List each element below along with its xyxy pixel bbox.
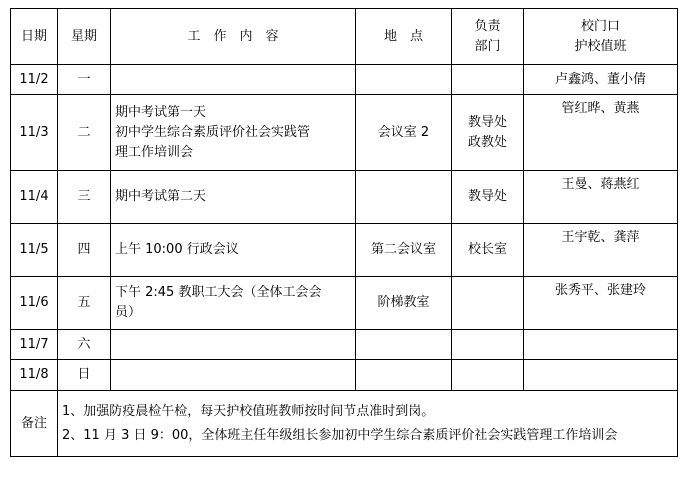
row-content bbox=[111, 95, 356, 171]
row-date: 11/7 bbox=[11, 330, 58, 360]
header-row bbox=[11, 9, 678, 65]
header-dept-line1: 负责 bbox=[474, 18, 501, 34]
row-date: 11/4 bbox=[11, 171, 58, 224]
table-row bbox=[11, 330, 678, 360]
row-date: 11/6 bbox=[11, 277, 58, 330]
row-content bbox=[111, 277, 356, 330]
note-item: 2、11 月 3 日 9：00，全体班主任年级组长参加初中学生综合素质评价社会实践管理工作培训会 bbox=[62, 427, 618, 443]
content-line: 理工作培训会 bbox=[115, 144, 194, 160]
table-row bbox=[11, 277, 678, 330]
row-duty: 卢鑫鸿、董小倩 bbox=[524, 65, 678, 95]
row-location: 第二会议室 bbox=[356, 224, 452, 277]
row-dept bbox=[452, 224, 524, 277]
schedule-table bbox=[10, 8, 678, 457]
row-duty bbox=[524, 360, 678, 391]
row-weekday: 三 bbox=[58, 171, 111, 224]
notes-label: 备注 bbox=[11, 391, 58, 457]
row-weekday: 一 bbox=[58, 65, 111, 95]
row-location bbox=[356, 171, 452, 224]
row-dept bbox=[452, 65, 524, 95]
header-duty bbox=[524, 9, 678, 65]
header-duty-line2: 护校值班 bbox=[574, 38, 627, 54]
content-line: 上午 10:00 行政会议 bbox=[115, 242, 239, 257]
header-dept bbox=[452, 9, 524, 65]
dept-line: 教导处 bbox=[467, 114, 507, 130]
row-content bbox=[111, 224, 356, 277]
header-weekday: 星期 bbox=[58, 9, 111, 65]
row-duty: 管红晔、黄燕 bbox=[524, 95, 678, 171]
row-date: 11/2 bbox=[11, 65, 58, 95]
content-line: 初中学生综合素质评价社会实践管 bbox=[115, 124, 311, 140]
row-weekday: 四 bbox=[58, 224, 111, 277]
table-row bbox=[11, 224, 678, 277]
row-dept bbox=[452, 277, 524, 330]
dept-line: 政教处 bbox=[467, 134, 507, 150]
content-line: 员） bbox=[115, 305, 142, 320]
row-content bbox=[111, 65, 356, 95]
row-location bbox=[356, 65, 452, 95]
row-weekday: 二 bbox=[58, 95, 111, 171]
row-duty: 王曼、蒋燕红 bbox=[524, 171, 678, 224]
row-weekday: 六 bbox=[58, 330, 111, 360]
table-row bbox=[11, 171, 678, 224]
notes-row bbox=[11, 391, 678, 457]
row-dept bbox=[452, 95, 524, 171]
table-row bbox=[11, 95, 678, 171]
row-location: 会议室 2 bbox=[356, 95, 452, 171]
header-date: 日期 bbox=[11, 9, 58, 65]
row-date: 11/8 bbox=[11, 360, 58, 391]
row-dept bbox=[452, 171, 524, 224]
row-date: 11/3 bbox=[11, 95, 58, 171]
row-location bbox=[356, 360, 452, 391]
content-line: 下午 2:45 教职工大会（全体工会会 bbox=[115, 285, 322, 300]
row-duty: 王宇乾、龚萍 bbox=[524, 224, 678, 277]
table-row bbox=[11, 360, 678, 391]
row-date: 11/5 bbox=[11, 224, 58, 277]
content-line: 期中考试第一天 bbox=[115, 104, 207, 120]
note-item: 1、加强防疫晨检午检，每天护校值班教师按时间节点准时到岗。 bbox=[62, 403, 435, 419]
row-dept bbox=[452, 330, 524, 360]
dept-line: 校长室 bbox=[467, 242, 507, 257]
row-duty: 张秀平、张建玲 bbox=[524, 277, 678, 330]
header-duty-line1: 校门口 bbox=[580, 18, 620, 34]
row-weekday: 五 bbox=[58, 277, 111, 330]
row-location bbox=[356, 330, 452, 360]
header-location: 地 点 bbox=[356, 9, 452, 65]
row-content bbox=[111, 330, 356, 360]
row-location: 阶梯教室 bbox=[356, 277, 452, 330]
row-weekday: 日 bbox=[58, 360, 111, 391]
dept-line: 教导处 bbox=[467, 189, 507, 204]
notes-content bbox=[58, 391, 678, 457]
content-line: 期中考试第二天 bbox=[115, 189, 207, 204]
table-row bbox=[11, 65, 678, 95]
header-dept-line2: 部门 bbox=[474, 38, 501, 54]
row-content bbox=[111, 360, 356, 391]
row-dept bbox=[452, 360, 524, 391]
header-content: 工 作 内 容 bbox=[111, 9, 356, 65]
row-duty bbox=[524, 330, 678, 360]
row-content bbox=[111, 171, 356, 224]
